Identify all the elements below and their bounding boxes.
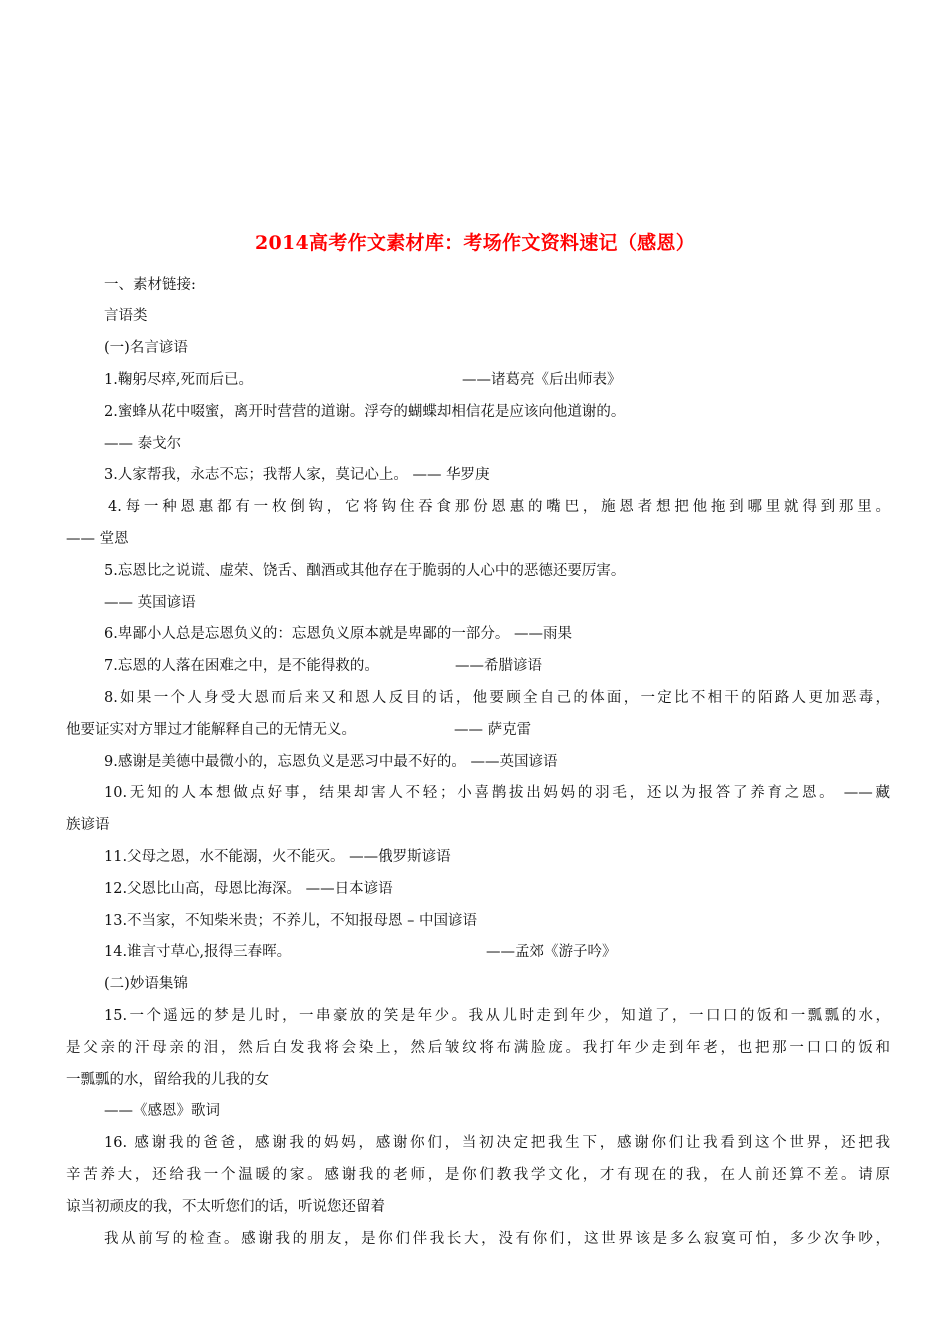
saying-15-line-3: 一瓢瓢的水，留给我的儿我的女 (66, 1072, 269, 1088)
quote-4: 4.每一种恩惠都有一枚倒钩，它将钩住吞食那份恩惠的嘴巴，施恩者想把他拖到哪里就得到那里。 (108, 499, 890, 515)
section-heading-materials: 一、素材链接: (104, 277, 196, 293)
quote-9: 9.感谢是美德中最微小的，忘恩负义是恶习中最不好的。 ——英国谚语 (104, 754, 558, 770)
quote-2-attribution: —— 泰戈尔 (104, 436, 182, 452)
quote-5: 5.忘恩比之说谎、虚荣、饶舌、酗酒或其他存在于脆弱的人心中的恶德还要厉害。 (104, 563, 626, 579)
quote-5-attribution: —— 英国谚语 (104, 595, 196, 611)
saying-16-line-2: 辛苦养大，还给我一个温暖的家。感谢我的老师，是你们教我学文化，才有现在的我，在人前还算不差。请原 (66, 1167, 890, 1183)
saying-16-line-1: 16. 感谢我的爸爸，感谢我的妈妈，感谢你们，当初决定把我生下，感谢你们让我看到这个世界，还把我 (104, 1135, 890, 1151)
quote-10-line-1: 10.无知的人本想做点好事，结果却害人不轻；小喜鹊拔出妈妈的羽毛，还以为报答了养育之恩。 ——藏 (104, 785, 890, 801)
subsection-heading-quotes: (一)名言谚语 (104, 340, 188, 356)
saying-16-line-3: 谅当初顽皮的我，不太听您们的话，听说您还留着 (66, 1199, 385, 1215)
quote-14-attribution: ——孟郊《游子吟》 (486, 944, 617, 960)
saying-15-attribution: ——《感恩》歌词 (104, 1103, 220, 1119)
quote-1-attribution: ——诸葛亮《后出师表》 (462, 372, 622, 388)
saying-15-line-1: 15.一个遥远的梦是儿时，一串豪放的笑是年少。我从儿时走到年少，知道了，一口口的饭和一瓢瓢的水， (104, 1008, 890, 1024)
saying-16-line-4: 我从前写的检查。感谢我的朋友，是你们伴我长大，没有你们，这世界该是多么寂寞可怕，多少次争吵， (104, 1231, 890, 1247)
quote-8-line-1: 8.如果一个人身受大恩而后来又和恩人反目的话，他要顾全自己的体面，一定比不相干的陌路人更加恶毒， (104, 690, 890, 706)
quote-1: 1.鞠躬尽瘁,死而后已。 (104, 372, 253, 388)
quote-8-attribution: —— 萨克雷 (454, 722, 532, 738)
subsection-heading-sayings: (二)妙语集锦 (104, 976, 188, 992)
quote-4-attribution: —— 堂恩 (66, 531, 129, 547)
quote-14: 14.谁言寸草心,报得三春晖。 (104, 944, 292, 960)
quote-6: 6.卑鄙小人总是忘恩负义的：忘恩负义原本就是卑鄙的一部分。 ——雨果 (104, 626, 572, 642)
quote-7: 7.忘恩的人落在困难之中，是不能得救的。 (104, 658, 379, 674)
quote-13: 13.不当家，不知柴米贵；不养儿，不知报母恩 – 中国谚语 (104, 913, 478, 929)
quote-7-attribution: ——希腊谚语 (455, 658, 542, 674)
document-title: 2014高考作文素材库：考场作文资料速记（感恩） (254, 232, 696, 254)
quote-3: 3.人家帮我，永志不忘；我帮人家，莫记心上。 —— 华罗庚 (104, 467, 490, 483)
quote-12: 12.父恩比山高，母恩比海深。 ——日本谚语 (104, 881, 393, 897)
quote-11: 11.父母之恩，水不能溺，火不能灭。 ——俄罗斯谚语 (104, 849, 451, 865)
quote-10-line-2: 族谚语 (66, 817, 110, 833)
saying-15-line-2: 是父亲的汗母亲的泪，然后白发我将会染上，然后皱纹将布满脸庞。我打年少走到年老，也把那一口口的饭和 (66, 1040, 890, 1056)
category-heading-speech: 言语类 (104, 308, 148, 324)
quote-8-line-2: 他要证实对方罪过才能解释自己的无情无义。 (66, 722, 356, 738)
quote-2: 2.蜜蜂从花中啜蜜，离开时营营的道谢。浮夸的蝴蝶却相信花是应该向他道谢的。 (104, 404, 626, 420)
